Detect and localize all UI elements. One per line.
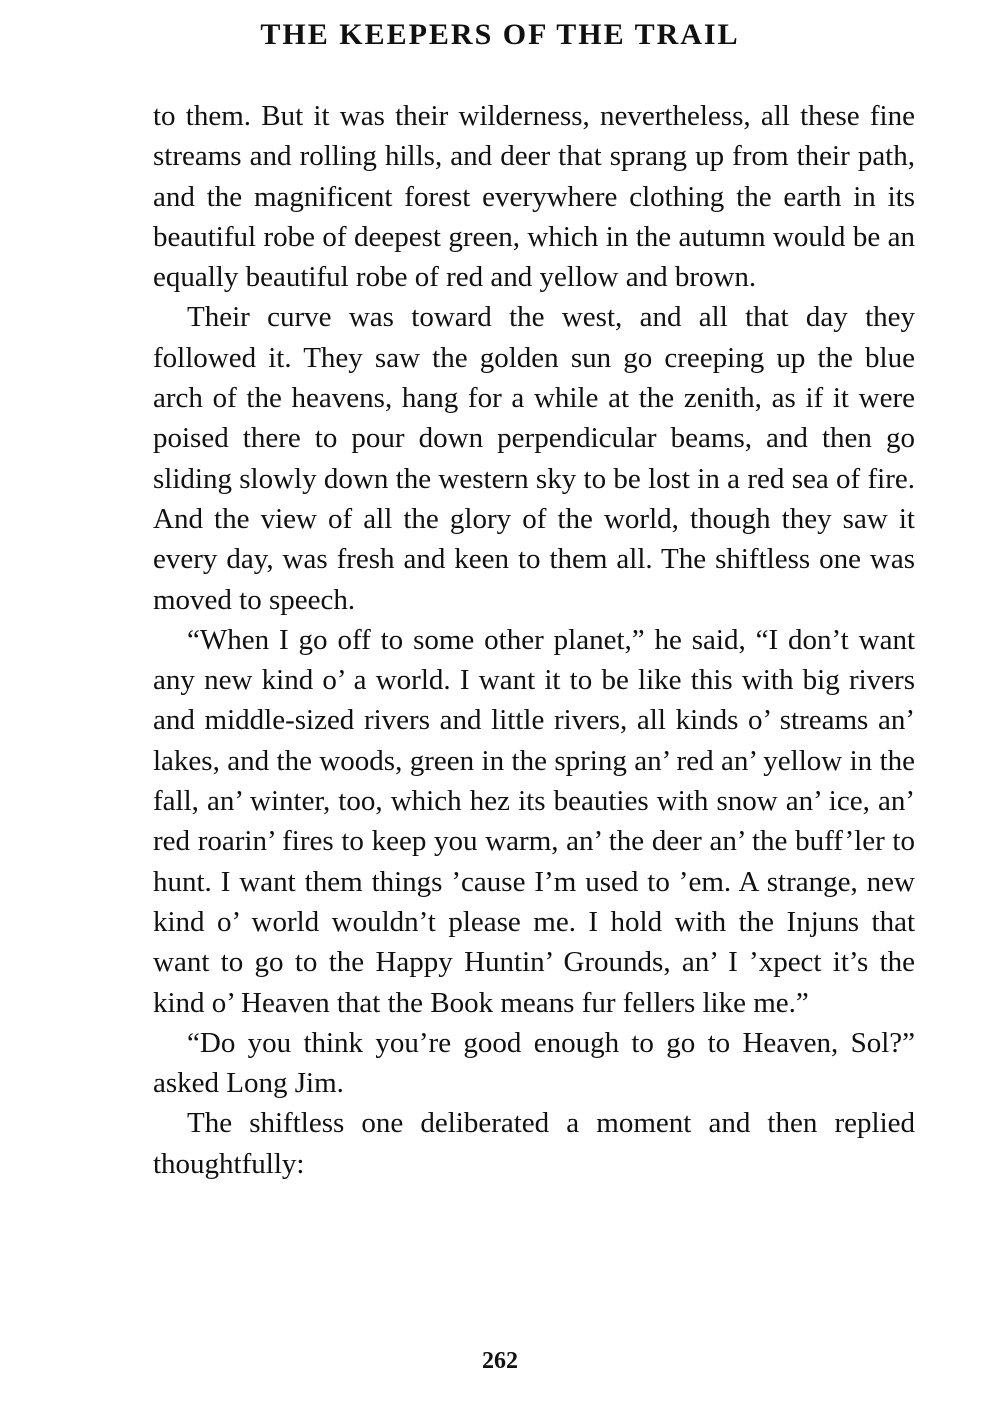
running-head: THE KEEPERS OF THE TRAIL — [260, 18, 740, 51]
paragraph: “When I go off to some other planet,” he said, “I don’t want any new kind o’ a world. I want it to be like this with big rivers and middle-sized rivers and little rivers, all kinds o’ streams an’ lakes, and the woods, green in the spring an’ red an’ yellow in the fall, an’ winter, too, which hez its beauties with snow an’ ice, an’ red roarin’ fires to keep you warm, an’ the deer an’ the buff’ler to hunt. I want them things ’cause I’m used to ’em. A strange, new kind o’ world wouldn’t please me. I hold with the Injuns that want to go to the Happy Huntin’ Grounds, an’ I ’xpect it’s the kind o’ Heaven that the Book means fur fellers like me.” — [153, 623, 915, 1019]
page-number: 262 — [482, 1348, 518, 1374]
paragraph-continuation: to them. But it was their wilderness, nevertheless, all these fine streams and rolling hills, and deer that sprang up from their path, and the magnificent forest everywhere clothing the earth in its beautiful robe of deepest green, which in the autumn would be an equally beautiful robe of red and yellow and brown. — [153, 100, 915, 294]
paragraph: Their curve was toward the west, and all that day they followed it. They saw the golden sun go creeping up the blue arch of the heavens, hang for a while at the zenith, as if it were poised there to pour down perpendicular beams, and then go sliding slowly down the western sky to be lost in a red sea of fire. And the view of all the glory of the world, though they saw it every day, was fresh and keen to them all. The shiftless one was moved to speech. — [153, 301, 915, 616]
body-text — [153, 96, 915, 1184]
paragraph: “Do you think you’re good enough to go to Heaven, Sol?” asked Long Jim. — [153, 1026, 915, 1100]
paragraph: The shiftless one deliberated a moment and then replied thoughtfully: — [153, 1107, 915, 1180]
